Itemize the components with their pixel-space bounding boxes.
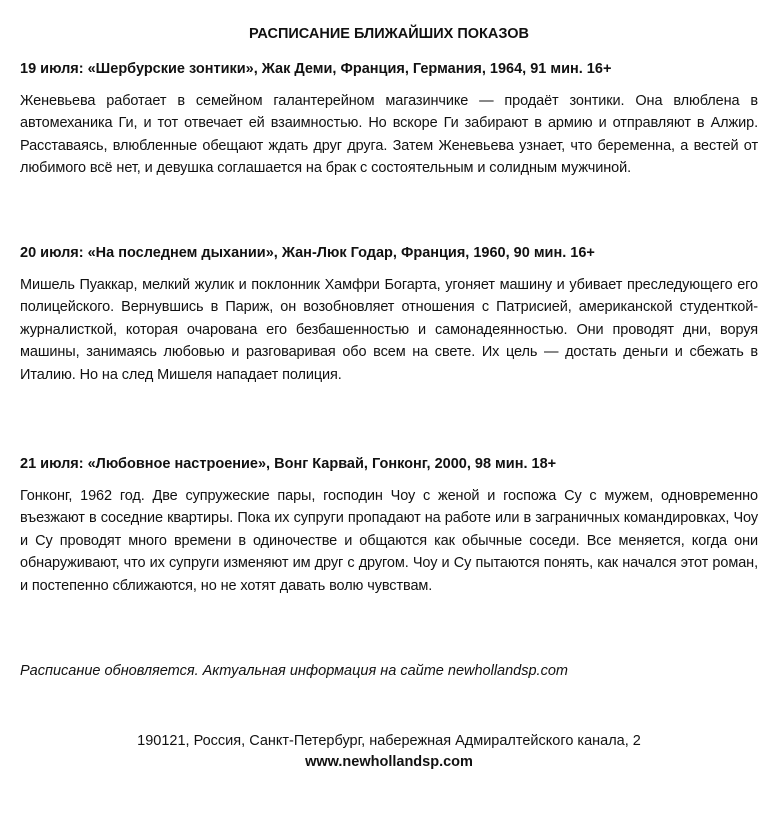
- page-title: РАСПИСАНИЕ БЛИЖАЙШИХ ПОКАЗОВ: [248, 26, 529, 42]
- screening-heading-3: 21 июля: «Любовное настроение», Вонг Карвай, Гонконг, 2000, 98 мин. 18+: [20, 456, 557, 472]
- website-link[interactable]: www.newhollandsp.com: [305, 754, 473, 770]
- screening-description-1: Женевьева работает в семейном галантерейном магазинчике — продаёт зонтики. Она влюблена в автомеханика Ги, и тот отвечает ей взаимностью. Но вскоре Ги забирают в армию и отправляют в Алжир. Расставаясь, влюбленные обещают ждать друг друга. Затем Женевьева узнает, что беременна, а вестей от любимого всё нет, и девушка соглашается на брак с состоятельным и солидным мужчиной.: [20, 93, 758, 177]
- schedule-note: Расписание обновляется. Актуальная информация на сайте newhollandsp.com: [20, 663, 568, 679]
- screening-heading-2: 20 июля: «На последнем дыхании», Жан-Люк Годар, Франция, 1960, 90 мин. 16+: [20, 245, 595, 261]
- screening-heading-1: 19 июля: «Шербурские зонтики», Жак Деми, Франция, Германия, 1964, 91 мин. 16+: [20, 61, 612, 77]
- screening-description-2: Мишель Пуаккар, мелкий жулик и поклонник Хамфри Богарта, угоняет машину и убивает преследующего его полицейского. Вернувшись в Париж, он возобновляет отношения с Патрисией, американской студенткой-журналисткой, которая очарована его безбашенностью и самонадеянностью. Они проводят дни, воруя машины, занимаясь любовью и разговаривая обо всем на свете. Их цель — достать деньги и сбежать в Италию. Но на след Мишеля нападает полиция.: [20, 277, 758, 383]
- address: 190121, Россия, Санкт-Петербург, набережная Адмиралтейского канала, 2: [137, 733, 641, 749]
- screening-description-3: Гонконг, 1962 год. Две супружеские пары, господин Чоу с женой и госпожа Су с мужем, одновременно въезжают в соседние квартиры. Пока их супруги пропадают на работе или в заграничных командировках, Чоу и Су проводят много времени в одиночестве и общаются как обычные соседи. Все меняется, когда они обнаруживают, что их супруги изменяют им друг с другом. Чоу и Су пытаются понять, как начался этот роман, и постепенно сближаются, но не хотят давать волю чувствам.: [20, 488, 758, 594]
